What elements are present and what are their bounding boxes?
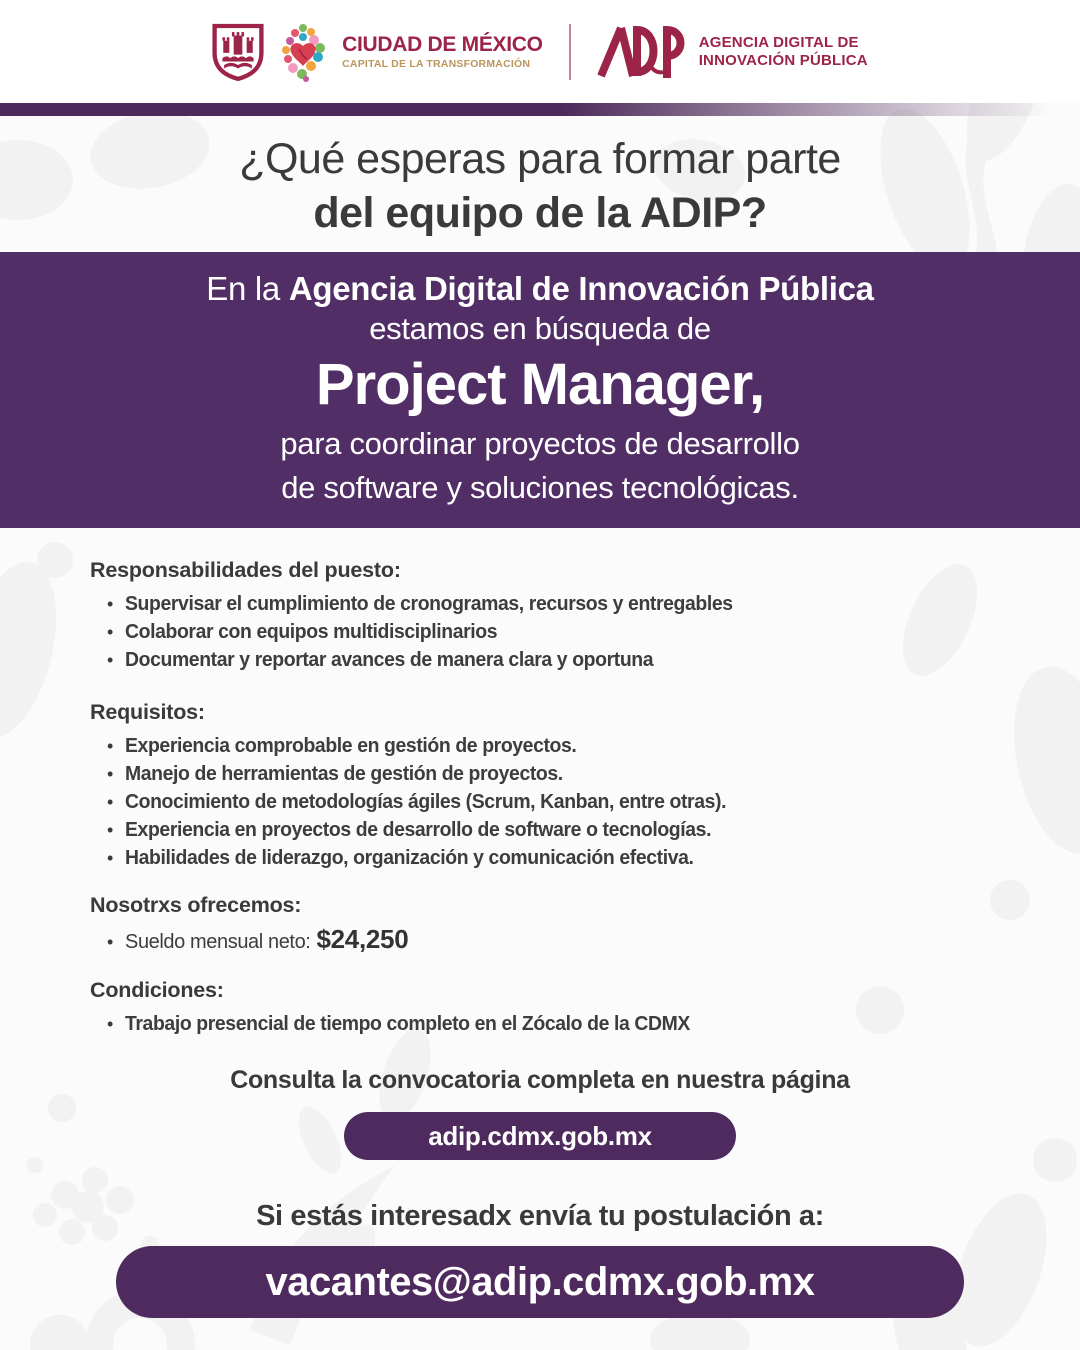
salary-label: Sueldo mensual neto: — [125, 931, 311, 953]
cdmx-wordmark — [342, 33, 543, 71]
section-heading: Requisitos: — [90, 700, 205, 724]
title-line2: del equipo de la ADIP? — [313, 189, 767, 237]
section-requisitos — [90, 700, 990, 872]
banner-org-name: Agencia Digital de Innovación Pública — [288, 270, 874, 307]
bullet-dot: • — [107, 820, 114, 840]
adip-line1: AGENCIA DIGITAL DE — [698, 34, 859, 52]
salary-value: $24,250 — [316, 924, 409, 954]
list-item — [90, 816, 990, 844]
adip-monogram-icon — [597, 26, 689, 78]
bullet-text: Supervisar el cumplimiento de cronogramas, recursos y entregables — [125, 593, 733, 615]
bullet-text: Colaborar con equipos multidisciplinarios — [125, 621, 498, 643]
banner-intro-line — [0, 268, 1080, 310]
bullet-text: Experiencia comprobable en gestión de proyectos. — [125, 735, 577, 757]
email-address: vacantes@adip.cdmx.gob.mx — [265, 1259, 815, 1304]
list-item — [90, 732, 990, 760]
list-item — [90, 618, 990, 646]
website-button[interactable] — [344, 1112, 736, 1160]
bullet-dot: • — [107, 622, 114, 642]
bullet-dot: • — [107, 594, 114, 614]
section-condiciones — [90, 978, 990, 1038]
list-item — [90, 646, 990, 674]
section-heading: Condiciones: — [90, 978, 224, 1002]
banner-search-line: estamos en búsqueda de — [369, 311, 711, 346]
bullet-dot: • — [107, 848, 114, 868]
section-heading: Nosotrxs ofrecemos: — [90, 893, 302, 917]
consulta-text: Consulta la convocatoria completa en nuestra página — [230, 1066, 850, 1094]
cdmx-floral-map-icon — [278, 22, 328, 82]
cdmx-title: CIUDAD DE MÉXICO — [342, 32, 543, 56]
cdmx-subtitle: CAPITAL DE LA TRANSFORMACIÓN — [342, 57, 531, 70]
section-responsabilidades — [90, 558, 990, 674]
bullet-text: Habilidades de liderazgo, organización y comunicación efectiva. — [125, 847, 694, 869]
bullet-text: Manejo de herramientas de gestión de proyectos. — [125, 763, 563, 785]
adip-logo — [597, 26, 868, 78]
list-item — [90, 1010, 990, 1038]
banner-desc-line1: para coordinar proyectos de desarrollo — [280, 426, 800, 461]
adip-line2: INNOVACIÓN PÚBLICA — [698, 51, 868, 69]
email-button[interactable] — [116, 1246, 964, 1318]
bullet-text: Trabajo presencial de tiempo completo en el Zócalo de la CDMX — [125, 1013, 690, 1035]
section-ofrecemos — [90, 893, 990, 956]
list-item — [90, 844, 990, 872]
bullet-dot: • — [107, 764, 114, 784]
section-heading: Responsabilidades del puesto: — [90, 558, 401, 582]
list-item — [90, 590, 990, 618]
title-line1: ¿Qué esperas para formar parte — [239, 135, 841, 183]
list-item — [90, 925, 990, 956]
bullet-text: Documentar y reportar avances de manera clara y oportuna — [125, 649, 654, 671]
header — [0, 0, 1080, 103]
bullet-dot: • — [107, 650, 114, 670]
header-divider — [569, 24, 571, 80]
gradient-separator-bar — [0, 103, 1080, 116]
bullet-dot: • — [107, 736, 114, 756]
bullet-dot: • — [107, 792, 114, 812]
banner-desc-line2: de software y soluciones tecnológicas. — [281, 470, 799, 505]
banner-intro-prefix: En la — [206, 270, 289, 307]
role-banner — [0, 252, 1080, 528]
bullet-text: Conocimiento de metodologías ágiles (Scrum, Kanban, entre otras). — [125, 791, 727, 813]
apply-text: Si estás interesadx envía tu postulación a: — [256, 1200, 824, 1232]
list-item — [90, 788, 990, 816]
bullet-text: Experiencia en proyectos de desarrollo de software o tecnologías. — [125, 819, 712, 841]
bullet-dot: • — [107, 932, 114, 952]
website-url: adip.cdmx.gob.mx — [428, 1120, 652, 1151]
list-item — [90, 760, 990, 788]
bullet-dot: • — [107, 1014, 114, 1034]
cdmx-shield-icon — [212, 23, 264, 81]
main-title — [0, 116, 1080, 252]
adip-wordmark — [699, 34, 868, 69]
banner-role-title: Project Manager, — [315, 352, 765, 417]
